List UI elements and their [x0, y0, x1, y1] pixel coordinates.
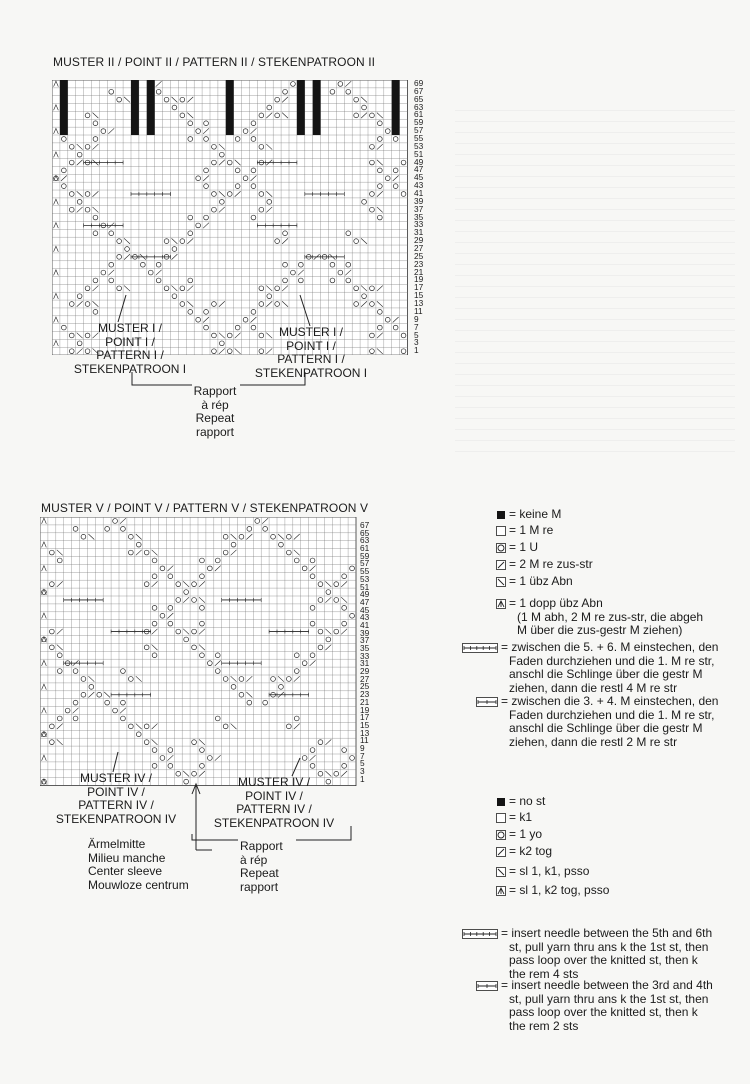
row-number: 11: [414, 305, 423, 316]
legend-text: = insert needle between the 5th and 6th: [501, 926, 713, 940]
row-number: 55: [414, 133, 424, 144]
row-number: 55: [360, 566, 370, 577]
cable-short-icon: [476, 697, 498, 707]
row-number: 67: [414, 85, 424, 96]
legend-text-continued: the rem 4 sts: [509, 966, 579, 981]
row-number: 47: [414, 164, 424, 175]
legend-text-continued: anschl die Schlinge über die gestr M: [509, 667, 703, 681]
row-number: 3: [360, 766, 365, 776]
row-number: 25: [360, 681, 370, 692]
row-number: 23: [414, 258, 424, 269]
legend-text: = no st: [509, 794, 546, 808]
pattern-5-chart: [40, 517, 358, 789]
row-number: 35: [360, 643, 370, 653]
pattern-5-label-right: MUSTER IV / POINT IV / PATTERN IV / STEKENPATROON IV: [213, 775, 335, 830]
row-number: 19: [414, 274, 424, 285]
row-number: 23: [360, 689, 370, 700]
row-number: 29: [360, 666, 370, 677]
row-number: 59: [414, 117, 424, 128]
row-number: 17: [414, 282, 424, 293]
legend-text: = zwischen die 3. + 4. M einstechen, den: [501, 694, 719, 708]
row-number: 43: [360, 612, 370, 623]
yarn-over-icon: [496, 543, 506, 553]
row-number: 31: [414, 227, 424, 238]
row-number: 5: [360, 758, 365, 769]
legend-text-continued: ziehen, dann die restl 2 M re str: [509, 734, 678, 749]
pattern-5-label-left: MUSTER IV / POINT IV / PATTERN IV / STEKENPATROON IV: [55, 771, 177, 826]
row-number: 65: [414, 93, 424, 104]
row-number: 15: [414, 290, 424, 301]
legend-text: = sl 1, k1, psso: [509, 864, 590, 878]
legend-text: = sl 1, k2 tog, psso: [509, 883, 610, 897]
legend-text-continued: pass loop over the knitted st, then k: [509, 953, 698, 967]
row-number: 51: [360, 581, 370, 592]
row-number: 57: [360, 558, 370, 569]
row-number: 11: [360, 735, 369, 746]
row-number: 53: [414, 140, 424, 151]
row-number: 9: [414, 313, 419, 324]
legend-text: = insert needle between the 3rd and 4th: [501, 978, 713, 992]
row-number: 59: [360, 550, 370, 561]
row-number: 15: [360, 719, 370, 730]
row-number: 25: [414, 250, 424, 261]
center-sleeve-label: Ärmelmitte Milieu manche Center sleeve Mouwloze centrum: [88, 837, 189, 892]
row-number: 37: [360, 635, 370, 646]
row-number: 65: [360, 527, 370, 538]
row-number: 51: [414, 148, 424, 159]
legend-text-continued: pass loop over the knitted st, then k: [509, 1005, 698, 1019]
legend-text-continued: M über die zus-gestr M ziehen): [517, 623, 683, 637]
row-number: 63: [414, 101, 424, 112]
legend-text-continued: st, pull yarn thru ans k the 1st st, then: [509, 991, 709, 1006]
bleed-through-text: [455, 110, 735, 460]
legend-text: = 1 U: [509, 540, 539, 554]
row-number: 39: [414, 195, 424, 206]
no-stitch-block: [313, 80, 321, 135]
legend-text-continued: Faden durchziehen und die 1. M re str,: [509, 707, 715, 722]
row-number: 1: [360, 773, 365, 784]
chart-grid: [40, 517, 356, 786]
legend-text: = zwischen die 5. + 6. M einstechen, den: [501, 640, 719, 654]
no-stitch-block: [297, 80, 305, 135]
k2tog-icon: [496, 847, 506, 857]
legend-text: = 1 übz Abn: [509, 574, 573, 588]
row-number: 41: [414, 188, 424, 199]
row-number: 57: [414, 125, 424, 136]
legend-english: [460, 795, 745, 1045]
row-number: 5: [414, 329, 419, 340]
no-stitch-block: [226, 80, 234, 135]
pattern-5-title: MUSTER V / POINT V / PATTERN V / STEKENPATROON V: [41, 501, 369, 515]
row-number: 61: [414, 109, 424, 120]
cable-long-icon: [462, 643, 498, 653]
cable-long-icon: [462, 929, 498, 939]
yarn-over-icon: [496, 830, 506, 840]
row-number: 27: [360, 673, 370, 684]
pattern-2-label-right: MUSTER I / POINT I / PATTERN I / STEKENPATROON I: [254, 325, 368, 380]
row-number: 7: [414, 321, 419, 332]
double-dec-icon: [496, 886, 506, 896]
no-stitch-icon: [496, 797, 506, 807]
legend-text: = 1 dopp übz Abn: [509, 596, 603, 610]
row-number: 7: [360, 750, 365, 761]
row-number: 27: [414, 243, 424, 254]
row-number: 53: [360, 573, 370, 584]
legend-text: = 2 M re zus-str: [509, 557, 593, 571]
row-number: 31: [360, 658, 370, 669]
row-number: 67: [360, 520, 370, 530]
row-number: 35: [414, 211, 424, 222]
row-number: 39: [360, 627, 370, 638]
row-number: 21: [414, 266, 424, 277]
pattern-2-row-numbers: [414, 80, 423, 355]
row-number: 49: [360, 589, 370, 600]
pattern-2-label-left: MUSTER I / POINT I / PATTERN I / STEKENPATROON I: [73, 321, 187, 376]
row-number: 33: [360, 650, 370, 661]
row-number: 13: [414, 298, 424, 309]
row-number: 21: [360, 696, 370, 707]
row-number: 49: [414, 156, 424, 167]
legend-text: = k2 tog: [509, 844, 553, 858]
legend-text-continued: Faden durchziehen und die 1. M re str,: [509, 653, 715, 668]
legend-text: = 1 M re: [509, 523, 554, 537]
ssk-icon: [496, 577, 506, 587]
ssk-icon: [496, 867, 506, 877]
legend-text-continued: the rem 2 sts: [509, 1018, 579, 1033]
row-number: 13: [360, 727, 370, 738]
k2tog-icon: [496, 560, 506, 570]
no-stitch-block: [60, 80, 68, 135]
no-stitch-block: [131, 80, 139, 135]
row-number: 41: [360, 619, 370, 630]
row-number: 17: [360, 712, 370, 723]
legend-text-continued: anschl die Schlinge über die gestr M: [509, 721, 703, 735]
row-number: 29: [414, 235, 424, 246]
pattern-5-row-numbers: [360, 522, 369, 783]
row-number: 61: [360, 543, 370, 554]
legend-text-continued: ziehen, dann die restl 4 M re str: [509, 680, 678, 695]
row-number: 63: [360, 535, 370, 546]
legend-text: = keine M: [509, 507, 562, 521]
legend-text: = k1: [509, 810, 533, 824]
no-stitch-block: [392, 80, 400, 135]
no-stitch-block: [147, 80, 155, 135]
pattern-2-chart: [52, 80, 412, 355]
legend-text-continued: st, pull yarn thru ans k the 1st st, then: [509, 939, 709, 954]
row-number: 69: [414, 78, 424, 88]
row-number: 3: [414, 337, 419, 348]
no-stitch-icon: [496, 510, 506, 520]
cable-short-icon: [476, 981, 498, 991]
double-dec-icon: [496, 599, 506, 609]
knit-icon: [496, 526, 506, 536]
row-number: 43: [414, 180, 424, 191]
knit-icon: [496, 813, 506, 823]
row-number: 1: [414, 345, 419, 356]
row-number: 47: [360, 596, 370, 607]
row-number: 9: [360, 742, 365, 753]
pattern-2-repeat-label: Rapport à rép Repeat rapport: [193, 384, 237, 439]
row-number: 45: [414, 172, 424, 183]
row-number: 37: [414, 203, 424, 214]
row-number: 33: [414, 219, 424, 230]
legend-text-continued: (1 M abh, 2 M re zus-str, die abgeh: [517, 609, 704, 624]
row-number: 19: [360, 704, 370, 715]
pattern-2-title: MUSTER II / POINT II / PATTERN II / STEKENPATROON II: [53, 55, 376, 69]
row-number: 45: [360, 604, 370, 615]
legend-text: = 1 yo: [509, 827, 543, 841]
legend-german: [460, 508, 745, 778]
pattern-5-repeat-label: Rapport à rép Repeat rapport: [240, 839, 283, 894]
